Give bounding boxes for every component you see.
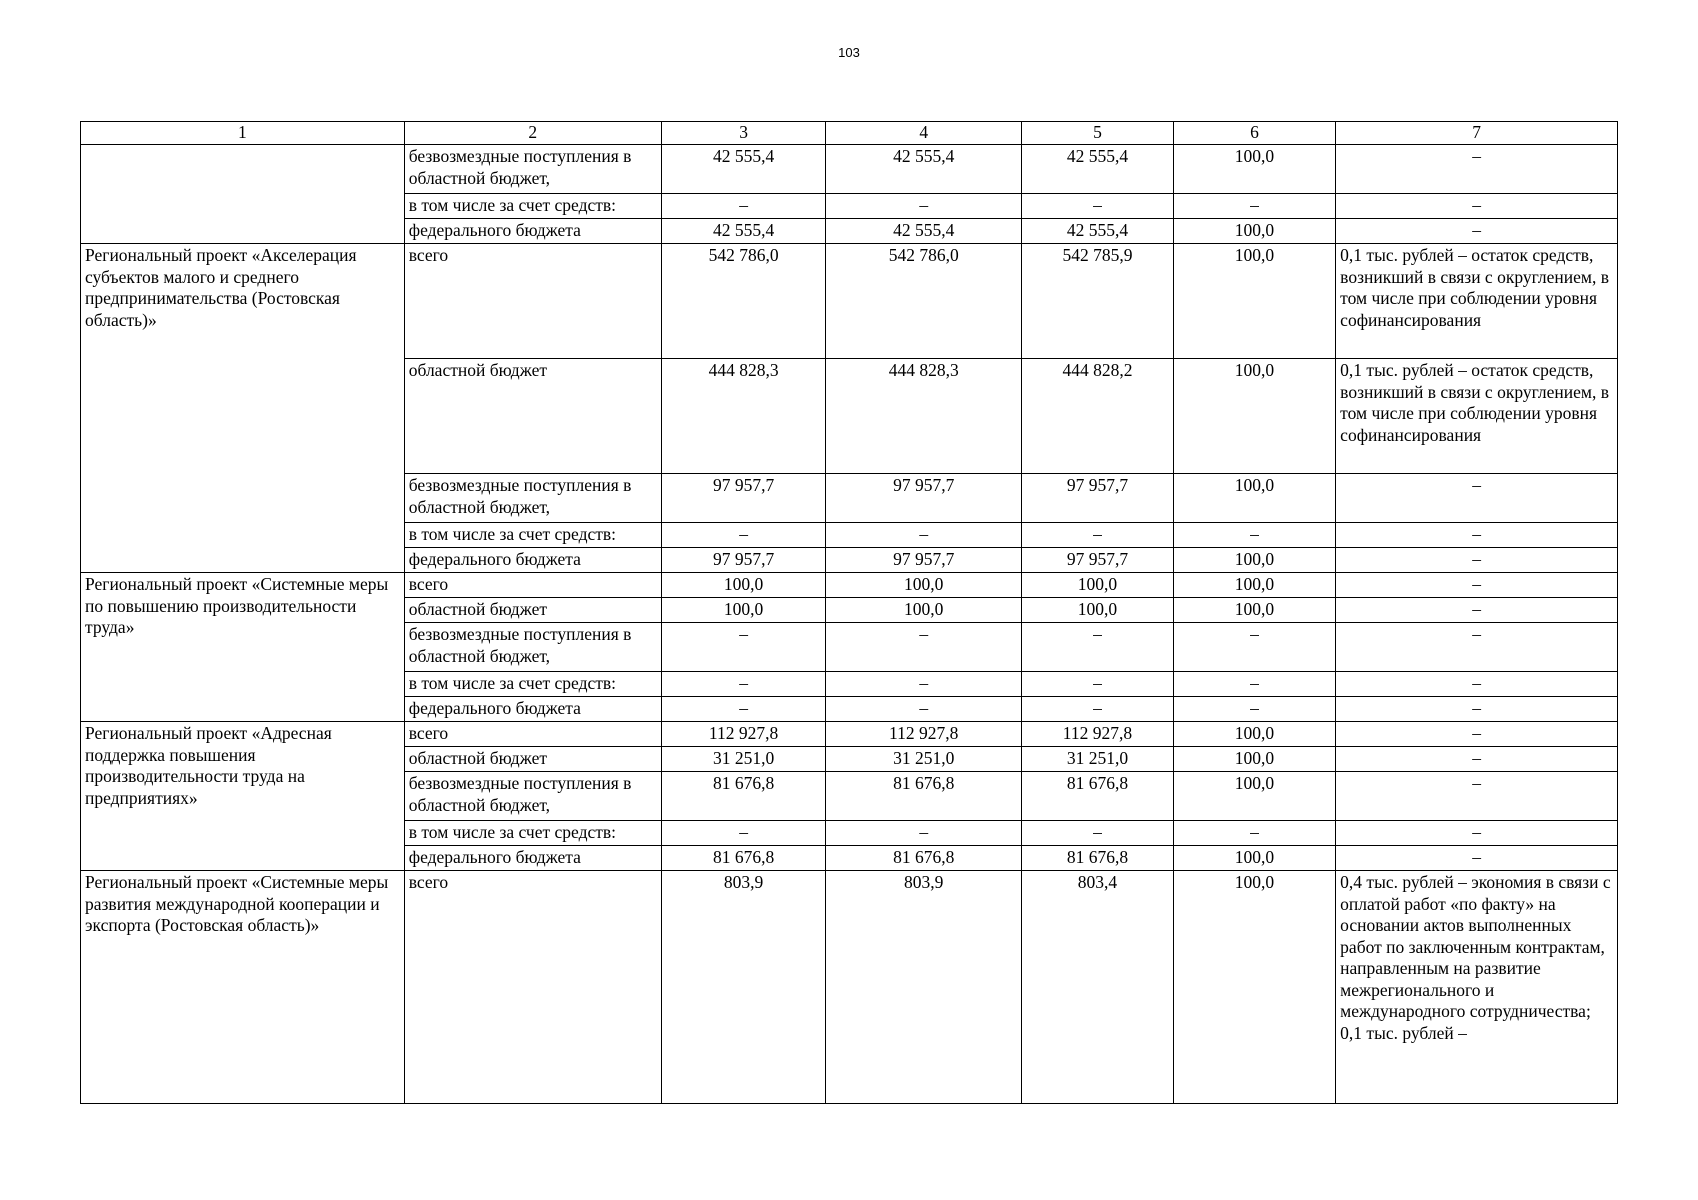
value-cell: 81 676,8	[1022, 846, 1174, 871]
value-cell: –	[661, 623, 826, 672]
value-cell: 112 927,8	[661, 722, 826, 747]
source-cell: в том числе за счет средств:	[404, 821, 661, 846]
value-cell: –	[1022, 523, 1174, 548]
source-cell: в том числе за счет средств:	[404, 523, 661, 548]
value-cell: 31 251,0	[826, 747, 1022, 772]
value-cell: 81 676,8	[1022, 772, 1174, 821]
value-cell: –	[661, 697, 826, 722]
note-cell: –	[1336, 747, 1618, 772]
value-cell: 803,9	[826, 871, 1022, 1104]
source-cell: безвозмездные поступления в областной бюджет,	[404, 772, 661, 821]
source-cell: областной бюджет	[404, 747, 661, 772]
note-cell: –	[1336, 672, 1618, 697]
note-cell: –	[1336, 548, 1618, 573]
value-cell: –	[1022, 623, 1174, 672]
value-cell: 112 927,8	[1022, 722, 1174, 747]
value-cell: 100,0	[661, 598, 826, 623]
table-row	[81, 871, 1618, 1104]
percent-cell: –	[1173, 672, 1335, 697]
percent-cell: –	[1173, 623, 1335, 672]
percent-cell: –	[1173, 821, 1335, 846]
source-cell: безвозмездные поступления в областной бюджет,	[404, 474, 661, 523]
percent-cell: 100,0	[1173, 145, 1335, 194]
value-cell: 31 251,0	[661, 747, 826, 772]
percent-cell: –	[1173, 523, 1335, 548]
note-cell: –	[1336, 219, 1618, 244]
value-cell: –	[661, 523, 826, 548]
header-cell: 3	[661, 122, 826, 145]
value-cell: 42 555,4	[826, 145, 1022, 194]
percent-cell: 100,0	[1173, 772, 1335, 821]
percent-cell: 100,0	[1173, 722, 1335, 747]
note-cell: –	[1336, 523, 1618, 548]
source-cell: всего	[404, 722, 661, 747]
value-cell: 100,0	[826, 598, 1022, 623]
table-row	[81, 722, 1618, 747]
note-cell: –	[1336, 697, 1618, 722]
value-cell: 100,0	[1022, 573, 1174, 598]
percent-cell: 100,0	[1173, 871, 1335, 1104]
source-cell: федерального бюджета	[404, 697, 661, 722]
value-cell: 803,4	[1022, 871, 1174, 1104]
source-cell: в том числе за счет средств:	[404, 194, 661, 219]
note-cell: –	[1336, 474, 1618, 523]
value-cell: 803,9	[661, 871, 826, 1104]
note-cell: –	[1336, 194, 1618, 219]
project-name-cell: Региональный проект «Акселерация субъектов малого и среднего предпринимательства (Ростовская область)»	[81, 244, 405, 573]
percent-cell: 100,0	[1173, 219, 1335, 244]
percent-cell: 100,0	[1173, 573, 1335, 598]
value-cell: 444 828,3	[826, 359, 1022, 474]
percent-cell: 100,0	[1173, 359, 1335, 474]
header-cell: 1	[81, 122, 405, 145]
value-cell: 444 828,3	[661, 359, 826, 474]
note-cell: 0,1 тыс. рублей – остаток средств, возникший в связи с округлением, в том числе при соблюдении уровня софинансирования	[1336, 244, 1618, 359]
source-cell: федерального бюджета	[404, 219, 661, 244]
percent-cell: –	[1173, 194, 1335, 219]
value-cell: –	[826, 821, 1022, 846]
value-cell: 42 555,4	[661, 145, 826, 194]
value-cell: 100,0	[826, 573, 1022, 598]
source-cell: федерального бюджета	[404, 548, 661, 573]
page-number: 103	[838, 45, 860, 60]
note-cell: –	[1336, 772, 1618, 821]
value-cell: 97 957,7	[1022, 548, 1174, 573]
header-cell: 4	[826, 122, 1022, 145]
table-row	[81, 244, 1618, 359]
value-cell: –	[826, 523, 1022, 548]
note-cell: –	[1336, 145, 1618, 194]
source-cell: безвозмездные поступления в областной бюджет,	[404, 623, 661, 672]
value-cell: 444 828,2	[1022, 359, 1174, 474]
value-cell: 81 676,8	[826, 772, 1022, 821]
table-row	[81, 573, 1618, 598]
value-cell: 42 555,4	[1022, 219, 1174, 244]
source-cell: в том числе за счет средств:	[404, 672, 661, 697]
value-cell: 42 555,4	[1022, 145, 1174, 194]
table-row	[81, 145, 1618, 194]
value-cell: 97 957,7	[826, 548, 1022, 573]
source-cell: всего	[404, 573, 661, 598]
note-cell: 0,1 тыс. рублей – остаток средств, возникший в связи с округлением, в том числе при соблюдении уровня софинансирования	[1336, 359, 1618, 474]
value-cell: 542 785,9	[1022, 244, 1174, 359]
source-cell: федерального бюджета	[404, 846, 661, 871]
header-cell: 6	[1173, 122, 1335, 145]
percent-cell: 100,0	[1173, 244, 1335, 359]
value-cell: –	[826, 623, 1022, 672]
value-cell: 100,0	[661, 573, 826, 598]
header-cell: 2	[404, 122, 661, 145]
value-cell: –	[826, 672, 1022, 697]
value-cell: 81 676,8	[661, 772, 826, 821]
value-cell: 97 957,7	[1022, 474, 1174, 523]
percent-cell: 100,0	[1173, 598, 1335, 623]
project-cell-continued	[81, 145, 405, 244]
table-header-row	[81, 122, 1618, 145]
note-cell: –	[1336, 722, 1618, 747]
value-cell: –	[661, 672, 826, 697]
value-cell: 97 957,7	[826, 474, 1022, 523]
value-cell: –	[1022, 697, 1174, 722]
value-cell: 542 786,0	[826, 244, 1022, 359]
note-cell: –	[1336, 573, 1618, 598]
header-cell: 7	[1336, 122, 1618, 145]
value-cell: –	[826, 697, 1022, 722]
note-cell: 0,4 тыс. рублей – экономия в связи с оплатой работ «по факту» на основании актов выполненных работ по заключенным контрактам, направленным на развитие межрегионального и международного сотрудничества; 0,1 тыс. рублей –	[1336, 871, 1618, 1104]
source-cell: всего	[404, 871, 661, 1104]
budget-execution-table	[80, 121, 1618, 1104]
source-cell: всего	[404, 244, 661, 359]
value-cell: 100,0	[1022, 598, 1174, 623]
source-cell: областной бюджет	[404, 359, 661, 474]
header-cell: 5	[1022, 122, 1174, 145]
value-cell: 97 957,7	[661, 548, 826, 573]
percent-cell: 100,0	[1173, 548, 1335, 573]
value-cell: –	[1022, 672, 1174, 697]
value-cell: 31 251,0	[1022, 747, 1174, 772]
note-cell: –	[1336, 623, 1618, 672]
value-cell: –	[1022, 821, 1174, 846]
value-cell: 81 676,8	[826, 846, 1022, 871]
note-cell: –	[1336, 821, 1618, 846]
value-cell: 81 676,8	[661, 846, 826, 871]
value-cell: –	[1022, 194, 1174, 219]
value-cell: 112 927,8	[826, 722, 1022, 747]
project-name-cell: Региональный проект «Системные меры по повышению производительности труда»	[81, 573, 405, 722]
percent-cell: 100,0	[1173, 747, 1335, 772]
percent-cell: 100,0	[1173, 846, 1335, 871]
value-cell: 97 957,7	[661, 474, 826, 523]
source-cell: областной бюджет	[404, 598, 661, 623]
note-cell: –	[1336, 598, 1618, 623]
note-cell: –	[1336, 846, 1618, 871]
value-cell: –	[826, 194, 1022, 219]
project-name-cell: Региональный проект «Системные меры развития международной кооперации и экспорта (Ростовская область)»	[81, 871, 405, 1104]
value-cell: –	[661, 821, 826, 846]
project-name-cell: Региональный проект «Адресная поддержка повышения производительности труда на предприятиях»	[81, 722, 405, 871]
percent-cell: –	[1173, 697, 1335, 722]
value-cell: 542 786,0	[661, 244, 826, 359]
source-cell: безвозмездные поступления в областной бюджет,	[404, 145, 661, 194]
value-cell: –	[661, 194, 826, 219]
value-cell: 42 555,4	[661, 219, 826, 244]
percent-cell: 100,0	[1173, 474, 1335, 523]
value-cell: 42 555,4	[826, 219, 1022, 244]
